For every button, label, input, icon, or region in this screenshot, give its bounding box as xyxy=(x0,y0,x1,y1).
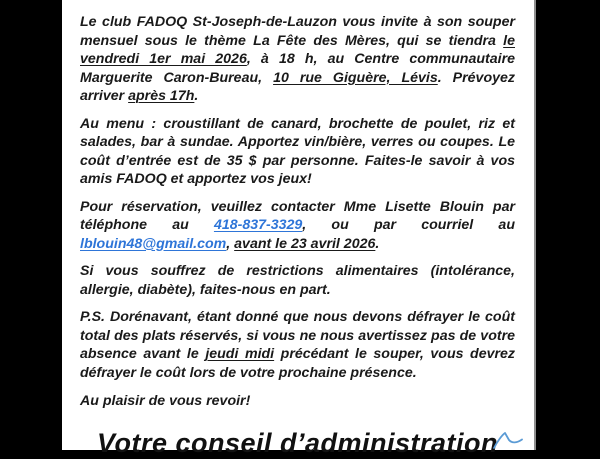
text-run: Au menu : croustillant de canard, brochette de poulet, riz et salades, bar à sundae. Apportez vin/bière, verres ou coupes. Le coût d’entrée est de 35 $ par personne. Faites-le savoir à vos amis FADOQ et apportez vos jeux! xyxy=(80,115,515,187)
phone-link[interactable]: 418-837-3329 xyxy=(213,217,303,233)
bird-sketch-icon xyxy=(492,430,526,450)
text-run: Le club FADOQ St-Joseph-de-Lauzon vous invite à son souper mensuel sous le thème La Fête des Mères, qui se tiendra xyxy=(80,14,515,49)
text-run: . xyxy=(194,88,199,104)
text-run: , ou par courriel au xyxy=(302,217,515,233)
paragraph-closing xyxy=(80,392,515,411)
text-run: Au plaisir de vous revoir! xyxy=(80,393,251,409)
text-run: Si vous souffrez de restrictions alimentaires (intolérance, allergie, diabète), faites-nous en part. xyxy=(80,263,515,298)
underlined-cancel-deadline: jeudi midi xyxy=(205,346,275,362)
text-run: Pour réservation, veuillez contacter Mme Lisette Blouin par téléphone au xyxy=(80,198,515,233)
document-page xyxy=(62,0,536,458)
paragraph-ps xyxy=(80,308,515,382)
text-run: P.S. Dorénavant, étant donné que nous devons défrayer le coût total des plats réservés, si vous ne nous avertissez pas de votre absence avant le xyxy=(80,309,515,362)
text-run: précédant le souper, vous devrez défrayer le coût lors de votre prochaine présence. xyxy=(80,346,515,381)
text-run: , à 18 h, au Centre communautaire Marguerite Caron-Bureau, xyxy=(80,51,515,86)
underlined-date: le vendredi 1er mai 2026 xyxy=(80,32,515,67)
text-run: , xyxy=(226,235,235,252)
underlined-arrival-time: après 17h xyxy=(128,88,195,104)
text-run: . Prévoyez arriver xyxy=(80,69,515,104)
text-run: . xyxy=(375,235,380,252)
paragraph-reservation xyxy=(80,198,515,254)
email-link[interactable]: lblouin48@gmail.com xyxy=(80,235,227,252)
paragraph-menu xyxy=(80,115,515,189)
underlined-address: 10 rue Giguère, Lévis xyxy=(273,69,438,86)
signature-headline: Votre conseil d’administration xyxy=(96,427,499,458)
underlined-deadline: avant le 23 avril 2026 xyxy=(234,235,376,252)
paragraph-restrictions xyxy=(80,262,515,299)
paragraph-invitation xyxy=(80,13,515,106)
